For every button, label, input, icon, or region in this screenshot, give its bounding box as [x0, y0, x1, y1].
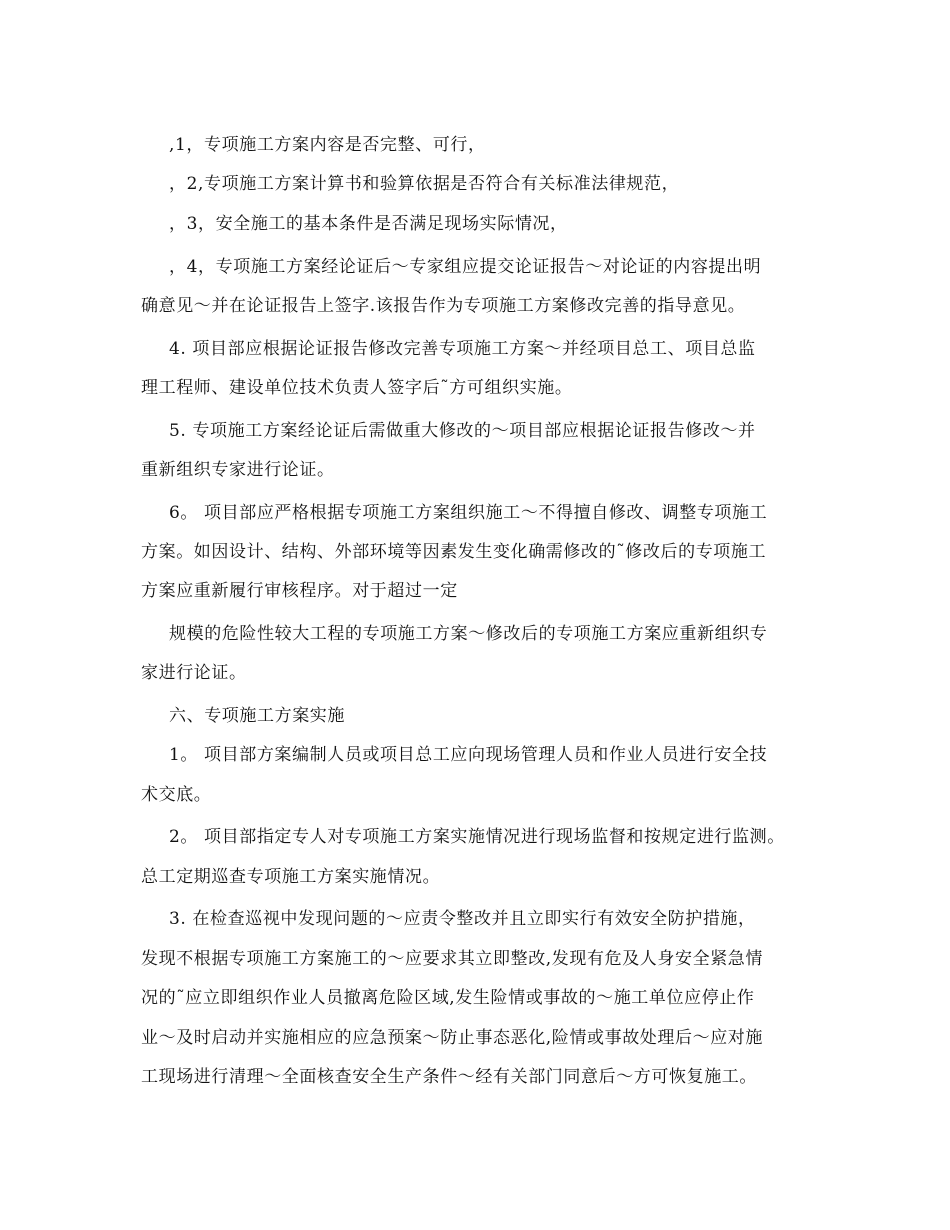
text-line: 理工程师、建设单位技术负责人签字后˜方可组织实施。 [141, 378, 573, 398]
text-line: 术交底。 [141, 785, 212, 805]
text-line: 4. 项目部应根据论证报告修改完善专项施工方案～并经项目总工、项目总监 [169, 339, 756, 359]
text-line: 总工定期巡查专项施工方案实施情况。 [141, 867, 441, 887]
section-heading: 六、专项施工方案实施 [169, 706, 345, 726]
text-line: 3. 在检查巡视中发现问题的～应责令整改并且立即实行有效安全防护措施， [169, 909, 756, 929]
text-line: 况的˜应立即组织作业人员撤离危险区域,发生险情或事故的～施工单位应停止作 [141, 988, 755, 1008]
text-line: 工现场进行清理～全面核查安全生产条件～经有关部门同意后～方可恢复施工。 [141, 1067, 757, 1087]
text-line: 5. 专项施工方案经论证后需做重大修改的～项目部应根据论证报告修改～并 [169, 421, 756, 441]
text-line: 家进行论证。 [141, 663, 247, 683]
text-line: ,1，专项施工方案内容是否完整、可行， [169, 135, 486, 155]
text-line: 方案。如因设计、结构、外部环境等因素发生变化确需修改的˜修改后的专项施工 [141, 542, 767, 562]
text-line: 发现不根据专项施工方案施工的～应要求其立即整改,发现有危及人身安全紧急情 [141, 949, 764, 969]
text-line: ，2,专项施工方案计算书和验算依据是否符合有关标准法律规范， [169, 174, 680, 194]
text-line: 确意见～并在论证报告上签字.该报告作为专项施工方案修改完善的指导意见。 [141, 296, 746, 316]
text-line: 方案应重新履行审核程序。对于超过一定 [141, 581, 458, 601]
text-line: 重新组织专家进行论证。 [141, 460, 335, 480]
text-line: 业～及时启动并实施相应的应急预案～防止事态恶化,险情或事故处理后～应对施 [141, 1028, 764, 1048]
text-line: ，4，专项施工方案经论证后～专家组应提交论证报告～对论证的内容提出明 [169, 257, 762, 277]
text-line: 6。 项目部应严格根据专项施工方案组织施工～不得擅自修改、调整专项施工 [169, 503, 768, 523]
text-line: 1。 项目部方案编制人员或项目总工应向现场管理人员和作业人员进行安全技 [169, 745, 768, 765]
text-line: 规模的危险性较大工程的专项施工方案～修改后的专项施工方案应重新组织专 [169, 624, 768, 644]
text-line: ，3，安全施工的基本条件是否满足现场实际情况， [169, 214, 568, 234]
text-line: 2。 项目部指定专人对专项施工方案实施情况进行现场监督和按规定进行监测。 [169, 827, 785, 847]
